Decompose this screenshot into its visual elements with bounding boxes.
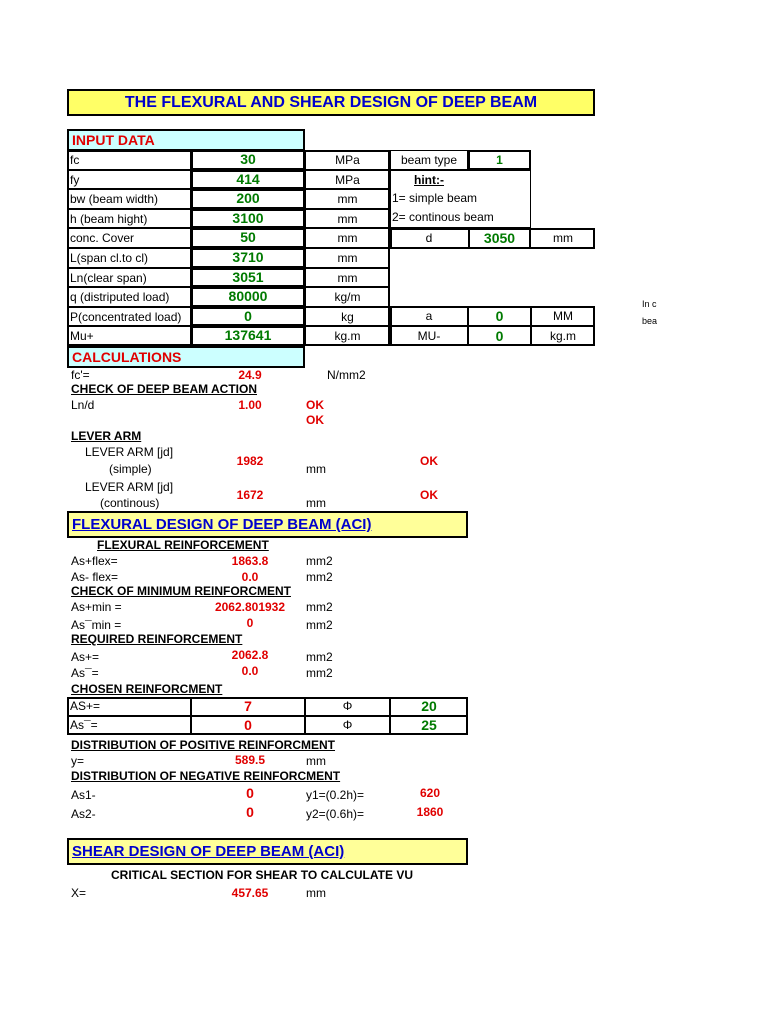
input-value[interactable]: 3100 xyxy=(232,210,264,226)
a-label: a xyxy=(425,309,433,323)
as-pos-min-value: 2062.801932 xyxy=(214,600,286,614)
lever-cont-ok: OK xyxy=(420,488,438,502)
as-pos-flex-unit: mm2 xyxy=(306,554,333,568)
beam-type-value[interactable]: 1 xyxy=(496,153,503,167)
as-neg-min-unit: mm2 xyxy=(306,618,333,632)
input-label-cell xyxy=(67,150,191,170)
side-note-2: bea xyxy=(642,316,658,326)
input-value[interactable]: 3051 xyxy=(232,269,264,285)
as-pos-flex-label: As+flex= xyxy=(71,554,118,568)
input-unit: mm xyxy=(337,212,358,226)
side-note-1: In c xyxy=(642,299,657,309)
dist-pos-head: DISTRIBUTION OF POSITIVE REINFORCMENT xyxy=(71,738,336,752)
input-unit: mm xyxy=(337,192,358,206)
chosen-bar-diameter[interactable]: 20 xyxy=(421,698,437,714)
d-unit: mm xyxy=(553,231,573,245)
y2-value: 1860 xyxy=(416,805,444,819)
input-label-cell xyxy=(67,170,191,189)
as-pos-min-label: As+min = xyxy=(71,600,122,614)
lever-simple-line-2: (simple) xyxy=(109,462,152,476)
as-neg-flex-unit: mm2 xyxy=(306,570,333,584)
phi-symbol: Φ xyxy=(342,718,353,732)
input-label: fy xyxy=(70,173,80,187)
fc-prime-value: 24.9 xyxy=(238,368,262,382)
minimum-reinf-head: CHECK OF MINIMUM REINFORCMENT xyxy=(71,584,291,598)
fc-prime-unit: N/mm2 xyxy=(327,368,366,382)
ln-d-label: Ln/d xyxy=(71,398,95,412)
hint-line-2: 2= continous beam xyxy=(392,210,494,224)
page-title: THE FLEXURAL AND SHEAR DESIGN OF DEEP BEAM xyxy=(67,89,595,116)
deep-check-ok-1: OK xyxy=(306,398,324,412)
as-neg-flex-value: 0.0 xyxy=(241,570,259,584)
x-unit: mm xyxy=(306,886,326,900)
chosen-bar-count[interactable]: 7 xyxy=(244,698,252,714)
input-unit: mm xyxy=(337,251,358,265)
chosen-bar-diameter[interactable]: 25 xyxy=(421,717,437,733)
input-unit: MPa xyxy=(335,153,360,167)
as1-value: 0 xyxy=(246,785,254,801)
dist-neg-head: DISTRIBUTION OF NEGATIVE REINFORCMENT xyxy=(71,769,341,783)
as-neg-min-label: As¯min = xyxy=(71,618,122,632)
mu-neg-value[interactable]: 0 xyxy=(495,328,504,344)
d-value: 3050 xyxy=(483,230,516,246)
y2-label: y2=(0.6h)= xyxy=(306,807,365,821)
critical-section-head: CRITICAL SECTION FOR SHEAR TO CALCULATE VU xyxy=(111,868,414,882)
lever-simple-line-1: LEVER ARM [jd] xyxy=(85,445,174,459)
as1-label: As1- xyxy=(71,788,96,802)
lever-cont-value: 1672 xyxy=(236,488,264,502)
input-label: P(concentrated load) xyxy=(70,310,182,324)
as2-value: 0 xyxy=(246,804,254,820)
input-value[interactable]: 0 xyxy=(244,308,252,324)
lever-simple-value: 1982 xyxy=(236,454,264,468)
chosen-label: As¯= xyxy=(70,718,98,732)
deep-check-head: CHECK OF DEEP BEAM ACTION xyxy=(71,382,258,396)
as-pos-flex-value: 1863.8 xyxy=(231,554,269,568)
as-pos-min-unit: mm2 xyxy=(306,600,333,614)
as-neg-req-label: As¯= xyxy=(71,666,99,680)
as-neg-min-value: 0 xyxy=(246,616,254,630)
beam-type-label: beam type xyxy=(400,153,458,167)
a-value[interactable]: 0 xyxy=(495,308,504,324)
chosen-label: AS+= xyxy=(70,699,101,713)
input-unit: mm xyxy=(337,271,358,285)
input-value[interactable]: 80000 xyxy=(228,288,268,304)
fc-prime-label: fc'= xyxy=(71,368,90,382)
mu-neg-unit: kg.m xyxy=(549,329,576,343)
input-value[interactable]: 414 xyxy=(236,171,260,187)
as-neg-req-value: 0.0 xyxy=(241,664,259,678)
input-unit: MPa xyxy=(335,173,360,187)
lever-cont-line-2: (continous) xyxy=(100,496,160,510)
calculations-header: CALCULATIONS xyxy=(67,346,305,368)
lever-cont-line-1: LEVER ARM [jd] xyxy=(85,480,174,494)
flexural-design-header: FLEXURAL DESIGN OF DEEP BEAM (ACI) xyxy=(67,511,468,538)
phi-symbol: Φ xyxy=(342,699,353,713)
input-label: conc. Cover xyxy=(70,231,135,245)
input-label: Mu+ xyxy=(70,329,94,343)
input-value[interactable]: 137641 xyxy=(224,327,272,343)
required-reinf-head: REQUIRED REINFORCEMENT xyxy=(71,632,243,646)
input-unit: kg xyxy=(341,310,354,324)
as-pos-req-unit: mm2 xyxy=(306,650,333,664)
mu-neg-label: MU- xyxy=(417,329,441,343)
as-pos-req-value: 2062.8 xyxy=(231,648,269,662)
y1-label: y1=(0.2h)= xyxy=(306,788,365,802)
y1-value: 620 xyxy=(419,786,441,800)
lever-arm-head: LEVER ARM xyxy=(71,429,142,443)
y-unit: mm xyxy=(306,754,326,768)
lever-simple-ok: OK xyxy=(420,454,438,468)
hint-line-1: 1= simple beam xyxy=(392,191,478,205)
lever-simple-unit: mm xyxy=(306,462,326,476)
as-neg-flex-label: As- flex= xyxy=(71,570,119,584)
d-label: d xyxy=(425,231,433,245)
shear-design-header: SHEAR DESIGN OF DEEP BEAM (ACI) xyxy=(67,838,468,865)
input-value[interactable]: 3710 xyxy=(232,249,264,265)
input-label: q (distriputed load) xyxy=(70,290,170,304)
y-label: y= xyxy=(71,754,85,768)
input-data-header: INPUT DATA xyxy=(67,129,305,151)
x-label: X= xyxy=(71,886,87,900)
y-value: 589.5 xyxy=(234,753,266,767)
lever-cont-unit: mm xyxy=(306,496,326,510)
flexural-reinf-head: FLEXURAL REINFORCEMENT xyxy=(97,538,269,552)
input-value[interactable]: 200 xyxy=(236,190,260,206)
chosen-bar-count[interactable]: 0 xyxy=(244,717,252,733)
hint-title: hint:- xyxy=(414,173,444,187)
chosen-reinf-head: CHOSEN REINFORCMENT xyxy=(71,682,223,696)
input-label: fc xyxy=(70,153,80,167)
input-label: h (beam hight) xyxy=(70,212,148,226)
input-label: L(span cl.to cl) xyxy=(70,251,149,265)
a-unit: MM xyxy=(553,309,573,323)
input-unit: kg/m xyxy=(334,290,361,304)
input-value[interactable]: 50 xyxy=(240,229,256,245)
x-value: 457.65 xyxy=(231,886,269,900)
input-unit: kg.m xyxy=(334,329,361,343)
input-unit: mm xyxy=(337,231,358,245)
as-pos-req-label: As+= xyxy=(71,650,100,664)
input-value[interactable]: 30 xyxy=(240,151,256,167)
ln-d-value: 1.00 xyxy=(238,398,262,412)
input-label: Ln(clear span) xyxy=(70,271,147,285)
as2-label: As2- xyxy=(71,807,96,821)
as-neg-req-unit: mm2 xyxy=(306,666,333,680)
input-label: bw (beam width) xyxy=(70,192,159,206)
deep-check-ok-2: OK xyxy=(306,413,324,427)
